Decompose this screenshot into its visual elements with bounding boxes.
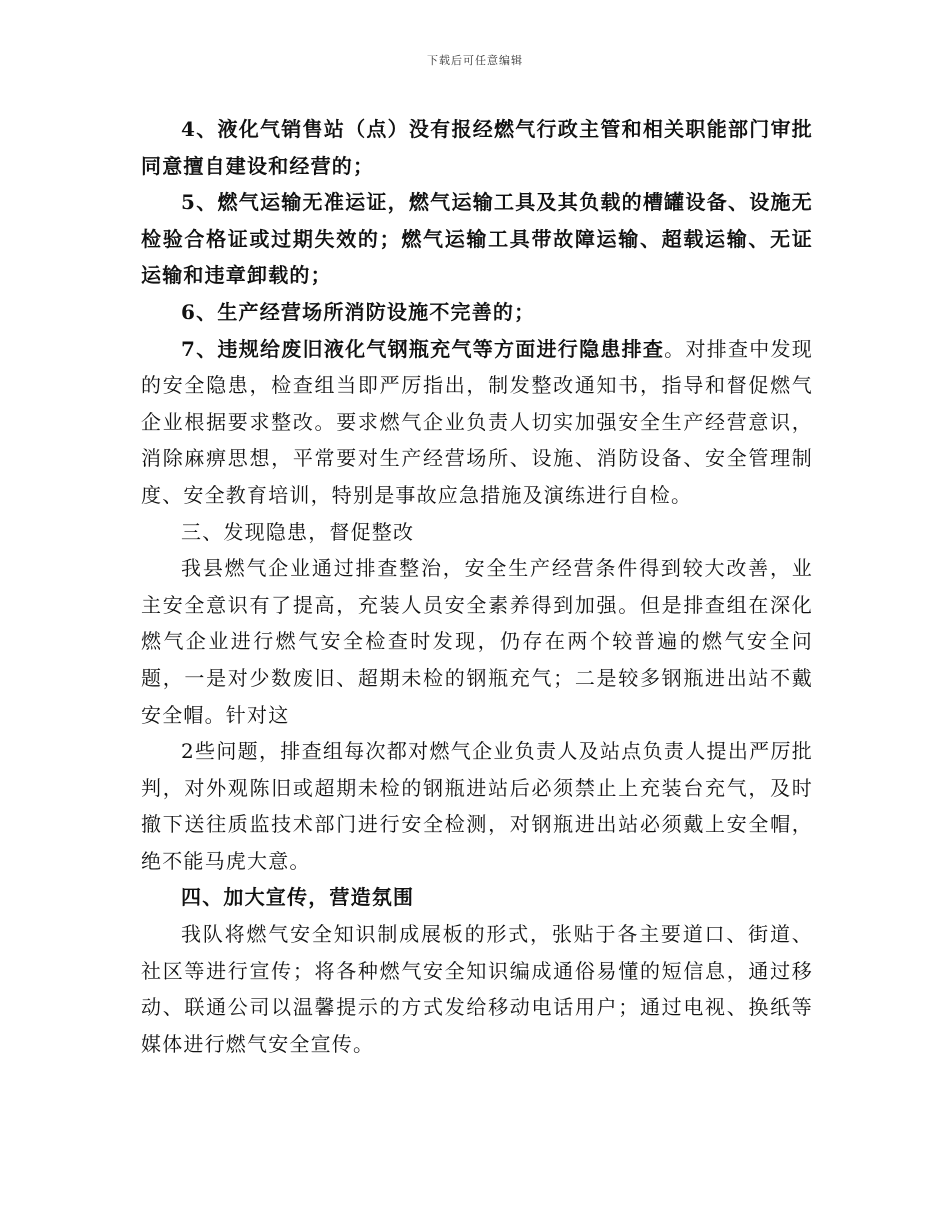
paragraph-item-5: 5、燃气运输无准运证，燃气运输工具及其负载的槽罐设备、设施无检验合格证或过期失效的；燃气运输工具带故障运输、超载运输、无证运输和违章卸载的；	[141, 190, 813, 288]
page-header: 下载后可任意编辑	[427, 54, 523, 67]
paragraph-item-6: 6、生产经营场所消防设施不完善的；	[181, 299, 536, 324]
paragraph-item-4: 4、液化气销售站（点）没有报经燃气行政主管和相关职能部门审批同意擅自建设和经营的；	[141, 117, 813, 178]
item-7-rest-text: 。对排查中发现的安全隐患，检查组当即严厉指出，制发整改通知书，指导和督促燃气企业根据要求整改。要求燃气企业负责人切实加强安全生产经营意识，消除麻痹思想，平常要对生产经营场所、设施、消防设备、安全管理制度、安全教育培训，特别是事故应急措施及演练进行自检。	[141, 336, 814, 507]
item-7-bold-text: 7、违规给废旧液化气钢瓶充气等方面进行隐患排查	[181, 336, 665, 361]
document-body	[141, 111, 813, 1062]
section-4-paragraph-1: 我队将燃气安全知识制成展板的形式，张贴于各主要道口、街道、社区等进行宣传；将各种燃气安全知识编成通俗易懂的短信息，通过移动、联通公司以温馨提示的方式发给移动电话用户；通过电视、换纸等媒体进行燃气安全宣传。	[141, 922, 813, 1056]
section-3-paragraph-1: 我县燃气企业通过排查整治，安全生产经营条件得到较大改善，业主安全意识有了提高，充装人员安全素养得到加强。但是排查组在深化燃气企业进行燃气安全检查时发现，仍存在两个较普遍的燃气安全问题，一是对少数废旧、超期未检的钢瓶充气；二是较多钢瓶进出站不戴安全帽。针对这	[141, 556, 813, 727]
section-3-heading: 三、发现隐患，督促整改	[181, 519, 415, 544]
paragraph-item-7	[141, 331, 813, 514]
section-3-paragraph-2: 2些问题，排查组每次都对燃气企业负责人及站点负责人提出严厉批判，对外观陈旧或超期未检的钢瓶进站后必须禁止上充装台充气，及时撤下送往质监技术部门进行安全检测，对钢瓶进出站必须戴上安全帽，绝不能马虎大意。	[141, 739, 813, 873]
section-4-heading: 四、加大宣传，营造氛围	[181, 885, 415, 910]
